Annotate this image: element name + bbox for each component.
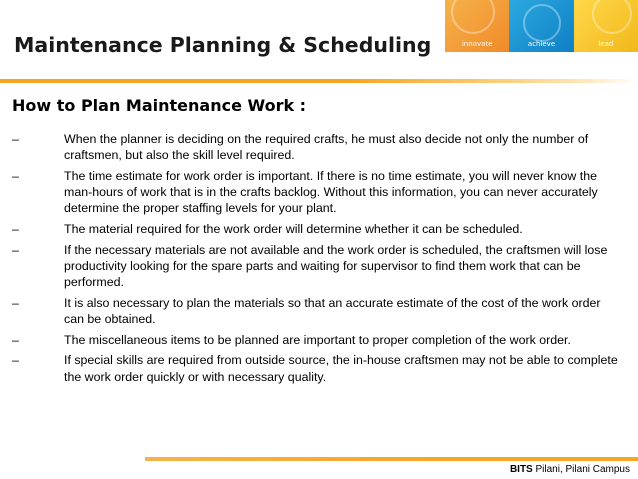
title-divider xyxy=(0,79,638,83)
bullet-text: If the necessary materials are not available and the work order is scheduled, the craftsmen will lose productivity looking for the spare parts and waiting for supervisor to find them work that can be performed. xyxy=(64,242,608,290)
footer-campus-name: Pilani, Pilani Campus xyxy=(535,464,630,475)
section-heading: How to Plan Maintenance Work : xyxy=(12,96,307,115)
bullet-item xyxy=(12,352,618,384)
footer-campus xyxy=(510,464,630,475)
bullet-text: It is also necessary to plan the materials so that an accurate estimate of the cost of the work order can be obtained. xyxy=(64,295,601,327)
bullet-item xyxy=(12,295,618,327)
bullet-dash: – xyxy=(12,222,19,237)
footer-divider xyxy=(145,457,638,461)
bullet-item xyxy=(12,168,618,217)
banner-label-innovate: innovate xyxy=(461,40,493,48)
footer-brand: BITS xyxy=(509,464,533,475)
bullet-item xyxy=(12,242,618,291)
header-banner xyxy=(445,0,638,52)
bullet-text: If special skills are required from outside source, the in-house craftsmen may not be able to complete the work order quickly or with necessary quality. xyxy=(64,353,618,384)
banner-label-lead: lead xyxy=(598,40,614,48)
bullet-text: When the planner is deciding on the required crafts, he must also decide not only the number of craftsmen, but also the skill level required. xyxy=(64,132,589,163)
bullet-item xyxy=(12,332,618,348)
banner-segment-lead xyxy=(574,0,638,52)
bullet-text: The material required for the work order will determine whether it can be scheduled. xyxy=(64,222,523,237)
bullet-dash: – xyxy=(12,132,19,146)
bullet-item xyxy=(12,131,618,163)
bullet-text: The miscellaneous items to be planned are important to proper completion of the work order. xyxy=(64,332,571,347)
bullet-dash: – xyxy=(12,242,19,257)
bullet-dash: – xyxy=(12,168,19,183)
bullet-dash: – xyxy=(12,332,19,347)
banner-segment-achieve xyxy=(509,0,573,52)
bullet-dash: – xyxy=(12,295,19,310)
bullet-dash: – xyxy=(12,353,19,368)
bullet-text: The time estimate for work order is important. If there is no time estimate, you will never know the man-hours of work that is in the crafts backlog. Without this information, you can never accurately determine the proper staffing levels for your plant. xyxy=(64,168,598,216)
banner-label-achieve: achieve xyxy=(527,40,556,48)
bullet-list xyxy=(12,131,618,389)
slide-title: Maintenance Planning & Scheduling xyxy=(14,33,432,57)
bullet-item xyxy=(12,221,618,237)
banner-segment-innovate xyxy=(445,0,509,52)
